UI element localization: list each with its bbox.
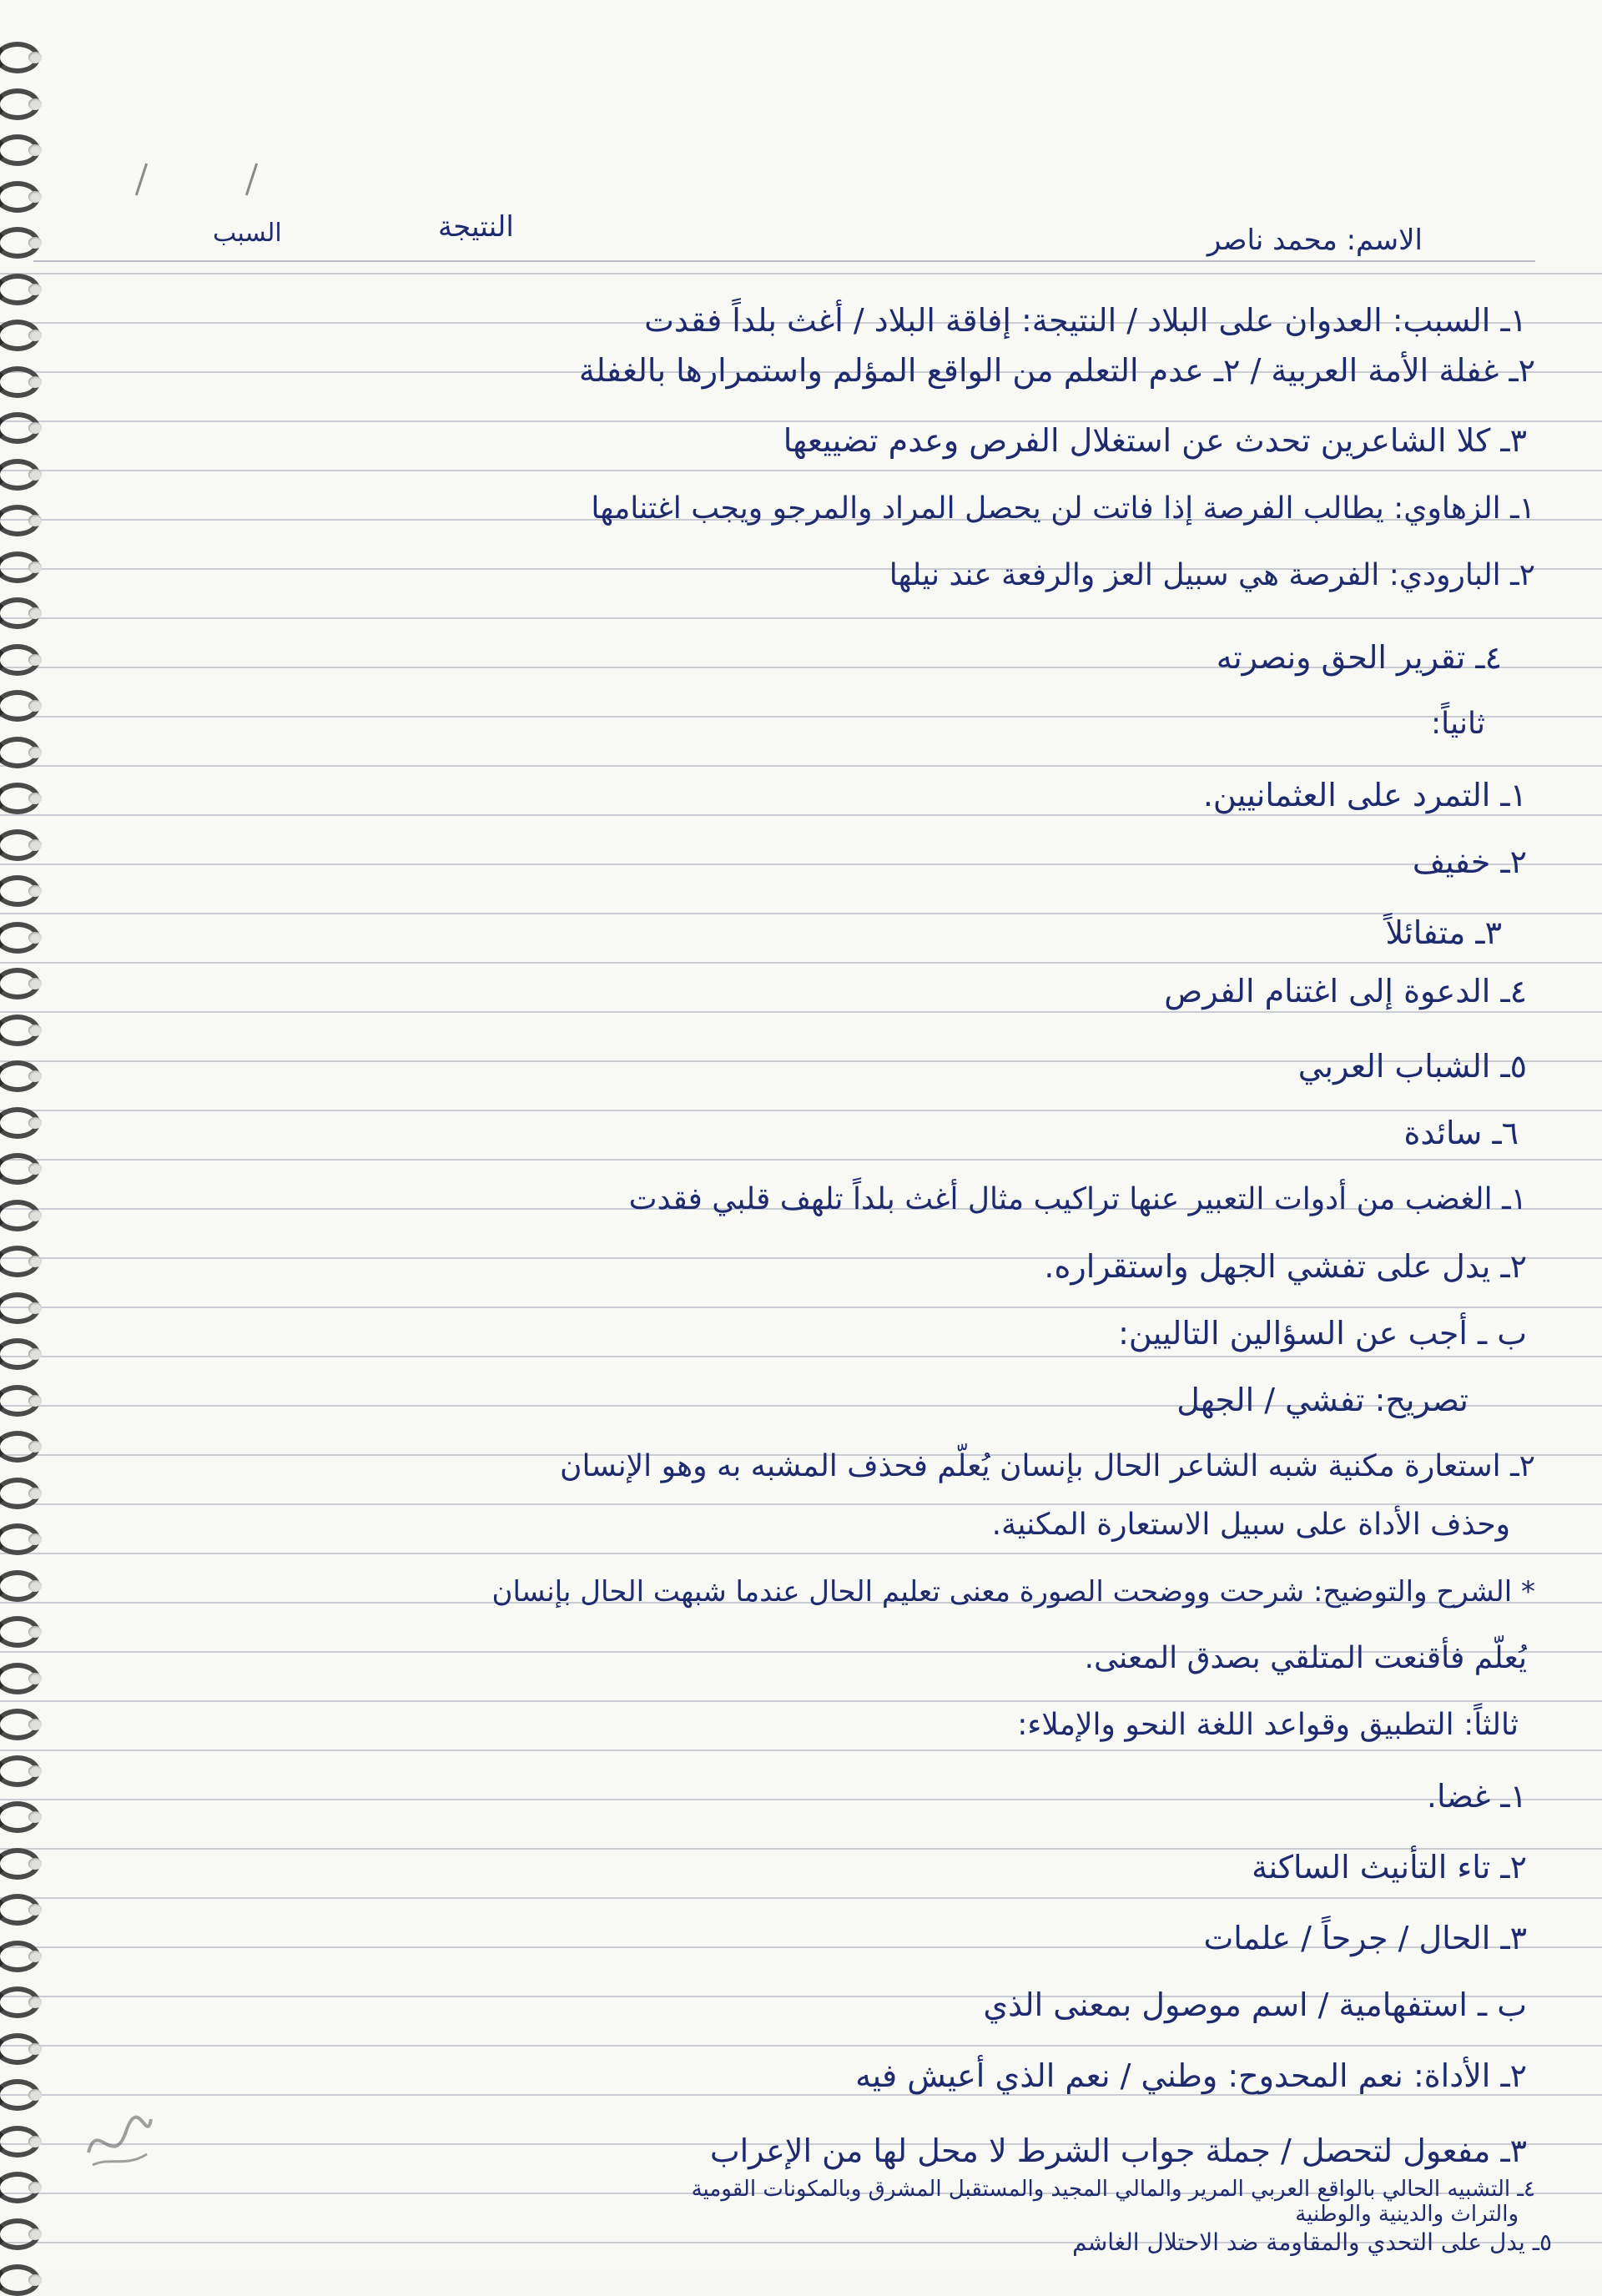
punch-hole [28,885,42,897]
punch-hole [28,700,42,712]
punch-hole [28,1580,42,1592]
punch-hole [28,469,42,481]
punch-hole [28,1626,42,1638]
column-label-cause: السبب [213,219,282,248]
answer-line: ٣ـ الحال / جرحاً / علمات [1203,1920,1527,1956]
punch-hole [28,978,42,989]
answer-line: ١ـ السبب: العدوان على البلاد / النتيجة: إفاقة البلاد / أغث بلداً فقدت [644,302,1527,339]
answer-line: ١ـ غضا. [1426,1778,1527,1815]
punch-hole [28,747,42,758]
punch-hole [28,1904,42,1916]
answer-line: ٣ـ مفعول لتحصل / جملة جواب الشرط لا محل لها من الإعراب [709,2132,1527,2169]
punch-hole [28,1163,42,1175]
punch-hole [28,1025,42,1036]
punch-hole [28,1811,42,1823]
punch-hole [28,2136,42,2147]
answer-line: ٤ـ الدعوة إلى اغتنام الفرص [1164,973,1527,1010]
answer-line: ٤ـ التشبيه الحالي بالواقع العربي المرير والمالي المجيد والمستقبل المشرق وبالمكونات القومية [691,2177,1535,2202]
answer-line: ٢ـ تاء التأنيث الساكنة [1252,1849,1527,1886]
answer-line: ٢ـ يدل على تفشي الجهل واستقراره. [1044,1248,1527,1285]
margin-mark [135,164,148,196]
punch-hole [28,839,42,851]
punch-hole [28,2274,42,2286]
punch-hole [28,330,42,341]
punch-hole [28,1256,42,1267]
punch-hole [28,1070,42,1082]
answer-line: ٢ـ استعارة مكنية شبه الشاعر الحال بإنسان يُعلَّم فحذف المشبه به وهو الإنسان [560,1449,1535,1483]
answer-line: ٢ـ البارودي: الفرصة هي سبيل العز والرفعة عند نيلها [889,558,1535,592]
punch-hole [28,654,42,666]
punch-hole [28,2182,42,2193]
answer-line: ١ـ التمرد على العثمانيين. [1202,777,1527,813]
punch-hole [28,1765,42,1777]
answer-line: * الشرح والتوضيح: شرحت ووضحت الصورة معنى تعليم الحال عندما شبهت الحال بإنسان [491,1575,1535,1609]
answer-line: يُعلَّم فأقنعت المتلقي بصدق المعنى. [1084,1641,1527,1675]
answer-line: وحذف الأداة على سبيل الاستعارة المكنية. [991,1508,1510,1542]
punch-hole [28,2228,42,2240]
punch-hole [28,144,42,156]
punch-hole [28,284,42,295]
answer-line: ٦ـ سائدة [1403,1115,1519,1151]
punch-hole [28,98,42,110]
spiral-binding [0,17,50,2269]
answer-line: ٤ـ تقرير الحق ونصرته [1216,639,1502,676]
punch-hole [28,237,42,249]
punch-hole [28,2043,42,2055]
answer-line: ١ـ الزهاوي: يطالب الفرصة إذا فاتت لن يحصل المراد والمرجو ويجب اغتنامها [591,491,1535,526]
punch-hole [28,932,42,944]
column-label-result: النتيجة [438,210,514,244]
punch-hole [28,1858,42,1870]
punch-hole [28,1117,42,1129]
answer-line: ١ـ الغضب من أدوات التعبير عنها تراكيب مثال أغث بلداً تلهف قلبي فقدت [628,1182,1527,1216]
answer-line: ٥ـ يدل على التحدي والمقاومة ضد الاحتلال الغاشم [1072,2228,1552,2256]
punch-hole [28,1395,42,1407]
answer-line: ٣ـ متفائلاً [1385,914,1502,951]
punch-hole [28,191,42,203]
answer-line: ب ـ استفهامية / اسم موصول بمعنى الذي [983,1986,1527,2023]
answer-line: ثانياً: [1431,707,1485,741]
punch-hole [28,561,42,573]
answer-line: ٢ـ الأداة: نعم المحدوح: وطني / نعم الذي أعيش فيه [855,2057,1527,2094]
punch-hole [28,515,42,526]
punch-hole [28,1210,42,1221]
punch-hole [28,607,42,619]
punch-hole [28,1488,42,1499]
punch-hole [28,1302,42,1314]
punch-hole [28,422,42,434]
answer-line: تصريح: تفشي / الجهل [1176,1382,1468,1418]
punch-hole [28,1348,42,1360]
signature-icon [80,2102,155,2178]
punch-hole [28,52,42,63]
answer-line: والتراث والدينية والوطنية [1295,2202,1519,2227]
answer-line: ب ـ أجب عن السؤالين التاليين: [1118,1315,1527,1352]
punch-hole [28,1673,42,1684]
student-name: الاسم: محمد ناصر [1207,224,1423,257]
margin-mark [245,164,258,196]
punch-hole [28,1533,42,1545]
punch-hole [28,1951,42,1962]
punch-hole [28,793,42,804]
answer-line: ٢ـ غفلة الأمة العربية / ٢ـ عدم التعلم من الواقع المؤلم واستمرارها بالغفلة [578,352,1535,389]
punch-hole [28,2089,42,2101]
punch-hole [28,1996,42,2008]
answer-line: ٥ـ الشباب العربي [1297,1048,1527,1085]
answer-line: ٢ـ خفيف [1412,843,1527,880]
answer-line: ثالثاً: التطبيق وقواعد اللغة النحو والإملاء: [1017,1708,1519,1742]
header-rule [33,260,1535,262]
answer-line: ٣ـ كلا الشاعرين تحدث عن استغلال الفرص وعدم تضييعها [783,422,1527,459]
punch-hole [28,376,42,388]
punch-hole [28,1719,42,1730]
punch-hole [28,1441,42,1453]
